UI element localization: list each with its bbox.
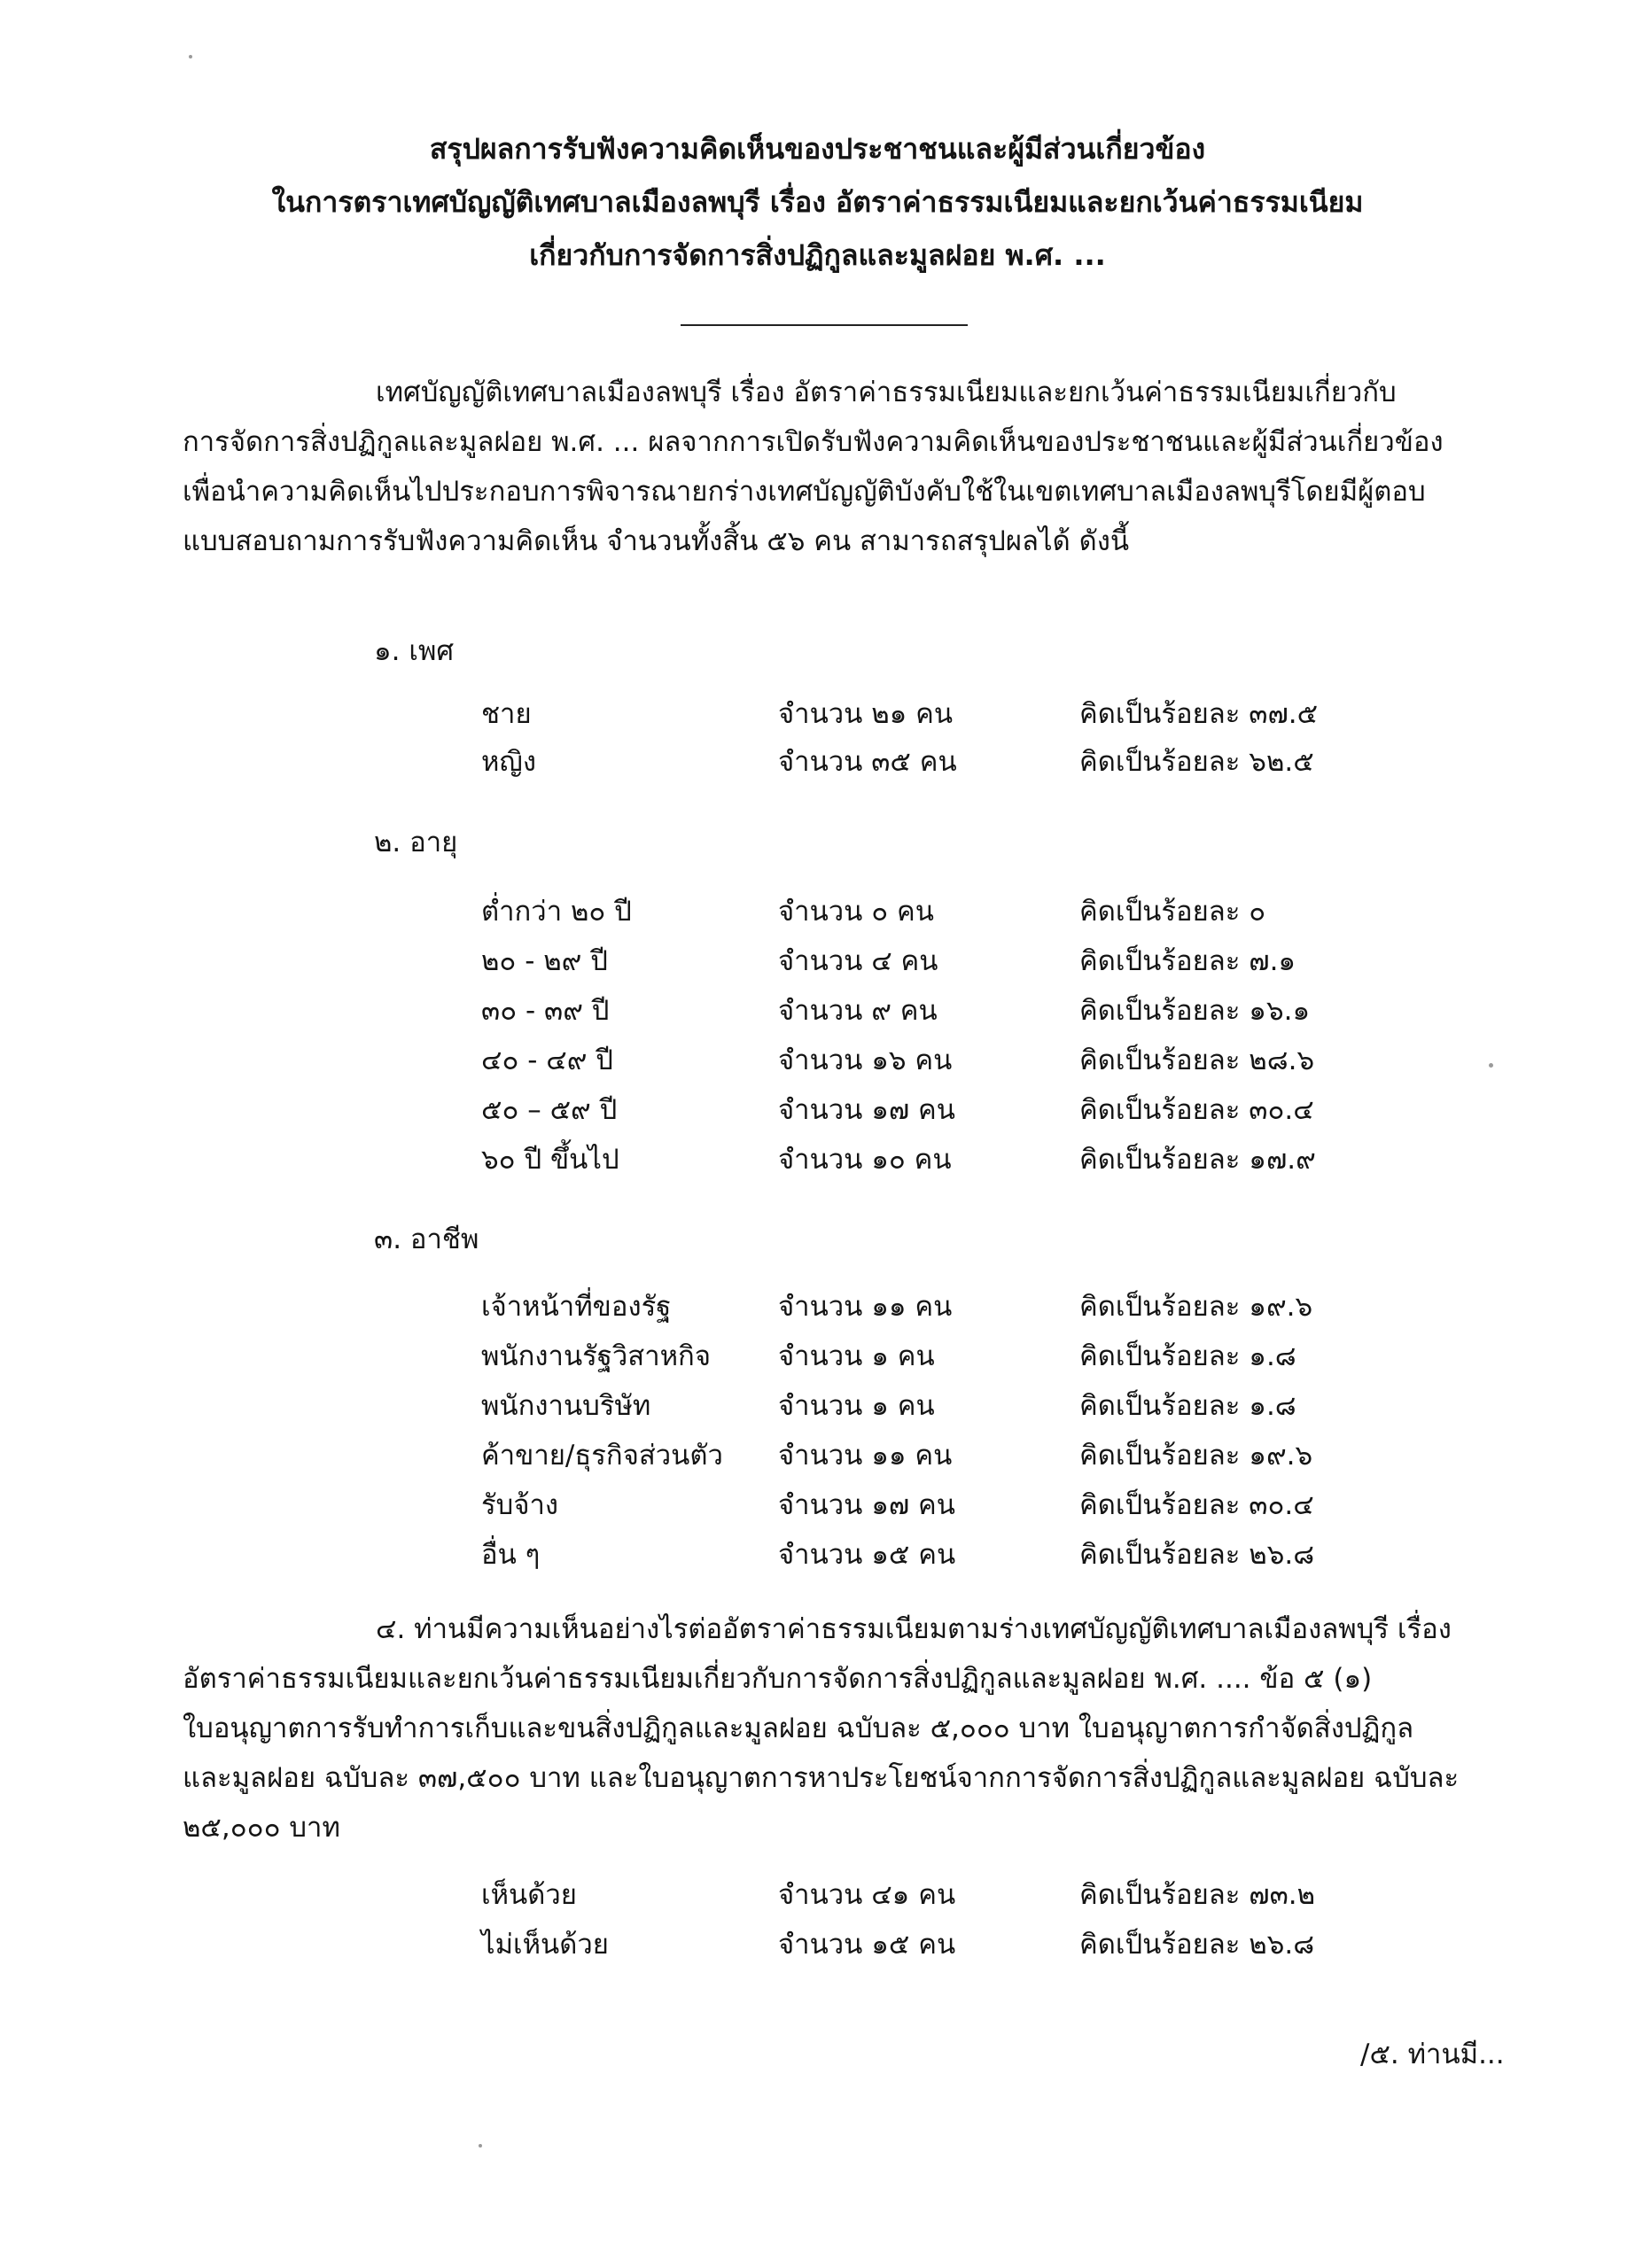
row-count: จำนวน ๑๖ คน — [778, 1045, 953, 1076]
row-count: จำนวน ๑๗ คน — [778, 1489, 955, 1521]
row-label: ต่ำกว่า ๒๐ ปี — [481, 896, 632, 928]
row-label: รับจ้าง — [481, 1489, 559, 1521]
row-label: พนักงานรัฐวิสาหกิจ — [481, 1340, 711, 1372]
row-label: หญิง — [481, 746, 536, 778]
row-percent: คิดเป็นร้อยละ ๑๙.๖ — [1079, 1440, 1313, 1472]
row-percent: คิดเป็นร้อยละ ๒๖.๘ — [1079, 1929, 1315, 1961]
scan-speck — [479, 2144, 482, 2148]
row-count: จำนวน ๔ คน — [778, 945, 938, 977]
row-percent: คิดเป็นร้อยละ ๒๘.๖ — [1079, 1045, 1315, 1076]
row-percent: คิดเป็นร้อยละ ๑๖.๑ — [1079, 995, 1311, 1027]
row-percent: คิดเป็นร้อยละ ๖๒.๕ — [1079, 746, 1314, 778]
row-label: ๓๐ - ๓๙ ปี — [481, 995, 610, 1027]
row-count: จำนวน ๑๕ คน — [778, 1539, 956, 1571]
row-percent: คิดเป็นร้อยละ ๐ — [1079, 896, 1266, 928]
row-percent: คิดเป็นร้อยละ ๑.๘ — [1079, 1390, 1296, 1422]
row-count: จำนวน ๑๐ คน — [778, 1144, 952, 1176]
scan-speck — [189, 55, 192, 58]
row-percent: คิดเป็นร้อยละ ๓๐.๔ — [1079, 1094, 1314, 1126]
row-percent: คิดเป็นร้อยละ ๑๗.๙ — [1079, 1144, 1316, 1176]
row-count: จำนวน ๓๕ คน — [778, 746, 957, 778]
question4-line-3: ใบอนุญาตการรับทำการเก็บและขนสิ่งปฏิกูลและมูลฝอย ฉบับละ ๕,๐๐๐ บาท ใบอนุญาตการกำจัดสิ่งปฏิกูล — [183, 1713, 1414, 1744]
row-label: อื่น ๆ — [481, 1539, 541, 1571]
row-count: จำนวน ๒๑ คน — [778, 698, 954, 730]
row-count: จำนวน ๑๗ คน — [778, 1094, 955, 1126]
row-count: จำนวน ๑๑ คน — [778, 1440, 953, 1472]
question4-line-4: และมูลฝอย ฉบับละ ๓๗,๕๐๐ บาท และใบอนุญาตการหาประโยชน์จากการจัดการสิ่งปฏิกูลและมูลฝอย ฉบับละ — [183, 1762, 1460, 1794]
row-count: จำนวน ๑๕ คน — [778, 1929, 956, 1961]
row-label: ไม่เห็นด้วย — [481, 1929, 609, 1961]
section-heading-gender: ๑. เพศ — [374, 635, 455, 667]
row-count: จำนวน ๑๑ คน — [778, 1291, 953, 1323]
intro-line-3: เพื่อนำความคิดเห็นไปประกอบการพิจารณายกร่างเทศบัญญัติบังคับใช้ในเขตเทศบาลเมืองลพบุรีโดยมีผู้ตอบ — [183, 476, 1426, 508]
intro-line-2: การจัดการสิ่งปฏิกูลและมูลฝอย พ.ศ. ... ผลจากการเปิดรับฟังความคิดเห็นของประชาชนและผู้มีส่วนเกี่ยวข้อง — [183, 426, 1444, 458]
continuation-footer: /๕. ท่านมี... — [1360, 2039, 1505, 2070]
row-percent: คิดเป็นร้อยละ ๑.๘ — [1079, 1340, 1296, 1372]
row-percent: คิดเป็นร้อยละ ๑๙.๖ — [1079, 1291, 1313, 1323]
row-percent: คิดเป็นร้อยละ ๓๐.๔ — [1079, 1489, 1314, 1521]
row-label: ๔๐ - ๔๙ ปี — [481, 1045, 613, 1076]
question4-line-2: อัตราค่าธรรมเนียมและยกเว้นค่าธรรมเนียมเกี่ยวกับการจัดการสิ่งปฏิกูลและมูลฝอย พ.ศ. .... ข้อ ๕ (๑) — [183, 1663, 1373, 1695]
row-label: เจ้าหน้าที่ของรัฐ — [481, 1291, 672, 1323]
scan-speck — [1489, 1063, 1493, 1068]
row-count: จำนวน ๙ คน — [778, 995, 938, 1027]
row-count: จำนวน ๔๑ คน — [778, 1879, 956, 1911]
row-label: ๖๐ ปี ขึ้นไป — [481, 1144, 619, 1176]
section-heading-age: ๒. อายุ — [374, 827, 458, 858]
document-title-line-1: สรุปผลการรับฟังความคิดเห็นของประชาชนและผู้มีส่วนเกี่ยวข้อง — [429, 132, 1206, 166]
intro-line-1: เทศบัญญัติเทศบาลเมืองลพบุรี เรื่อง อัตราค่าธรรมเนียมและยกเว้นค่าธรรมเนียมเกี่ยวกับ — [376, 377, 1397, 408]
intro-line-4: แบบสอบถามการรับฟังความคิดเห็น จำนวนทั้งสิ้น ๕๖ คน สามารถสรุปผลได้ ดังนี้ — [183, 525, 1130, 557]
row-count: จำนวน ๐ คน — [778, 896, 934, 928]
row-percent: คิดเป็นร้อยละ ๓๗.๕ — [1079, 698, 1319, 730]
row-label: เห็นด้วย — [481, 1879, 577, 1911]
row-label: ชาย — [481, 698, 532, 730]
row-label: ๕๐ – ๕๙ ปี — [481, 1094, 618, 1126]
row-percent: คิดเป็นร้อยละ ๗.๑ — [1079, 945, 1296, 977]
row-label: ค้าขาย/ธุรกิจส่วนตัว — [481, 1440, 723, 1472]
row-count: จำนวน ๑ คน — [778, 1340, 935, 1372]
row-percent: คิดเป็นร้อยละ ๒๖.๘ — [1079, 1539, 1315, 1571]
section-heading-occupation: ๓. อาชีพ — [374, 1223, 479, 1255]
row-label: พนักงานบริษัท — [481, 1390, 651, 1422]
document-title-line-2: ในการตราเทศบัญญัติเทศบาลเมืองลพบุรี เรื่อง อัตราค่าธรรมเนียมและยกเว้นค่าธรรมเนียม — [271, 185, 1364, 219]
document-title-line-3: เกี่ยวกับการจัดการสิ่งปฏิกูลและมูลฝอย พ.ศ. ... — [529, 238, 1106, 272]
question4-line-5: ๒๕,๐๐๐ บาท — [183, 1812, 340, 1844]
row-label: ๒๐ - ๒๙ ปี — [481, 945, 608, 977]
title-underline-divider — [681, 324, 968, 326]
question4-line-1: ๔. ท่านมีความเห็นอย่างไรต่ออัตราค่าธรรมเนียมตามร่างเทศบัญญัติเทศบาลเมืองลพบุรี เรื่อง — [376, 1613, 1452, 1645]
row-percent: คิดเป็นร้อยละ ๗๓.๒ — [1079, 1879, 1316, 1911]
row-count: จำนวน ๑ คน — [778, 1390, 935, 1422]
